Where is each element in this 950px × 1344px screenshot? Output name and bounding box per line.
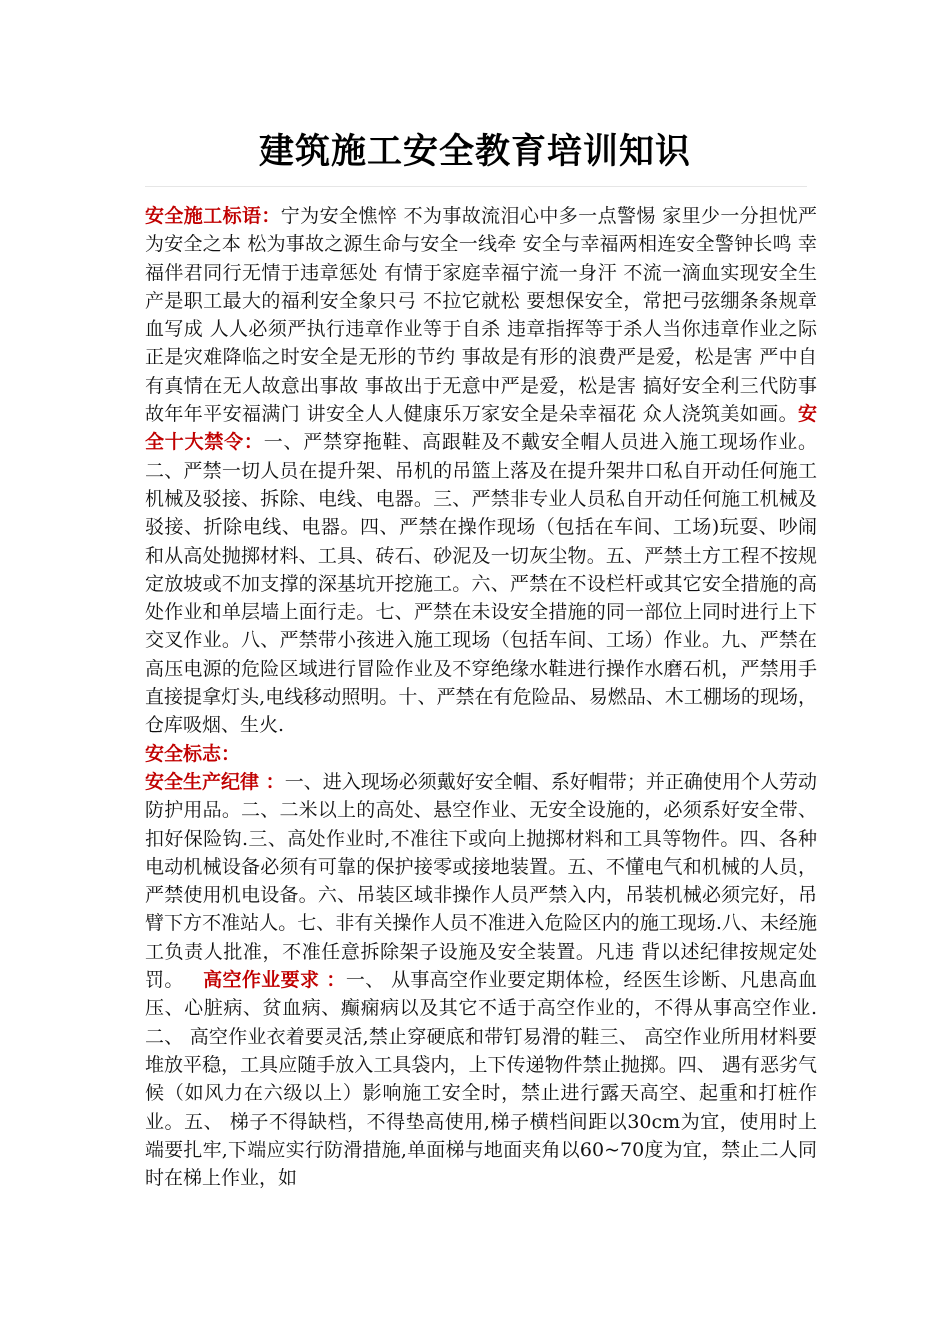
- section-text-ten-prohibitions: 一、严禁穿拖鞋、高跟鞋及不戴安全帽人员进入施工现场作业。二、严禁一切人员在提升架、吊机的吊篮上落及在提升架井口私自开动任何施工机械及驳接、拆除、电线、电器。三、严禁非专业人员私自开动任何施工机械及驳接、折除电线、电器。四、严禁在操作现场（包括在车间、工场)玩耍、吵闹和从高处抛掷材料、工具、砖石、砂泥及一切灰尘物。五、严禁土方工程不按规定放坡或不加支撑的深基坑开挖施工。六、严禁在不设栏杆或其它安全措施的高处作业和单层墙上面行走。七、严禁在未设安全措施的同一部位上同时进行上下交叉作业。八、严禁带小孩进入施工现场（包括车间、工场）作业。九、严禁在高压电源的危险区域进行冒险作业及不穿绝缘水鞋进行操作水磨石机，严禁用手直接提拿灯头,电线移动照明。十、严禁在有危险品、易燃品、木工棚场的现场，仓库吸烟、生火.: [145, 431, 817, 737]
- section-text-production-discipline: 一、进入现场必须戴好安全帽、系好帽带；并正确使用个人劳动防护用品。二、二米以上的高处、悬空作业、无安全设施的，必须系好安全带、扣好保险钩.三、高处作业时,不准往下或向上抛掷材料和工具等物件。四、各种电动机械设备必须有可靠的保护接零或接地装置。五、不懂电气和机械的人员，严禁使用机电设备。六、吊装区域非操作人员严禁入内，吊装机械必须完好，吊臂下方不准站人。七、非有关操作人员不准进入危险区内的施工现场.八、未经施工负责人批准，不准任意拆除架子设施及安全装置。凡违 背以述纪律按规定处罚。: [145, 770, 817, 992]
- section-label-high-altitude-work: 高空作业要求 ：: [202, 969, 346, 992]
- section-label-slogans: 安全施工标语：: [145, 205, 281, 227]
- section-label-production-discipline: 安全生产纪律 ：: [145, 770, 285, 793]
- section-text-high-altitude-work: 一、 从事高空作业要定期体检，经医生诊断、凡患高血压、心脏病、贫血病、癫痫病以及其它不适于高空作业的，不得从事高空作业.二、 高空作业衣着要灵活,禁止穿硬底和带钉易滑的鞋三、 高空作业所用材料要堆放平稳，工具应随手放入工具袋内，上下传递物件禁止抛掷。四、 遇有恶劣气候（如风力在六级以上）影响施工安全时，禁止进行露天高空、起重和打桩作业。五、 梯子不得缺档，不得垫高使用,梯子横档间距以30cm为宜，使用时上端要扎牢,下端应实行防滑措施,单面梯与地面夹角以60~70度为宜，禁止二人同时在梯上作业，如: [145, 969, 817, 1190]
- section-label-ten-prohibitions: 安全十大禁令：: [145, 403, 817, 454]
- document-body: [145, 202, 817, 1192]
- section-text-slogans: 宁为安全憔悴 不为事故流泪心中多一点警惕 家里少一分担忧严为安全之本 松为事故之源生命与安全一线牵 安全与幸福两相连安全警钟长鸣 幸福伴君同行无情于违章惩处 有情于家庭幸福宁流一身汗 不流一滴血实现安全生产是职工最大的福利安全象只弓 不拉它就松 要想保安全，常把弓弦绷条条规章血写成 人人必须严执行违章作业等于自杀 违章指挥等于杀人当你违章作业之际正是灾难降临之时安全是无形的节约 事故是有形的浪费严是爱，松是害 严中自有真情在无人故意出事故 事故出于无意中严是爱，松是害 搞好安全利三代防事故年年平安福满门 讲安全人人健康乐万家安全是朵幸福花 众人浇筑美如画。: [145, 205, 817, 426]
- section-label-safety-signs: 安全标志：: [145, 742, 241, 765]
- document-title: 建筑施工安全教育培训知识: [258, 131, 691, 172]
- title-divider: [145, 186, 807, 187]
